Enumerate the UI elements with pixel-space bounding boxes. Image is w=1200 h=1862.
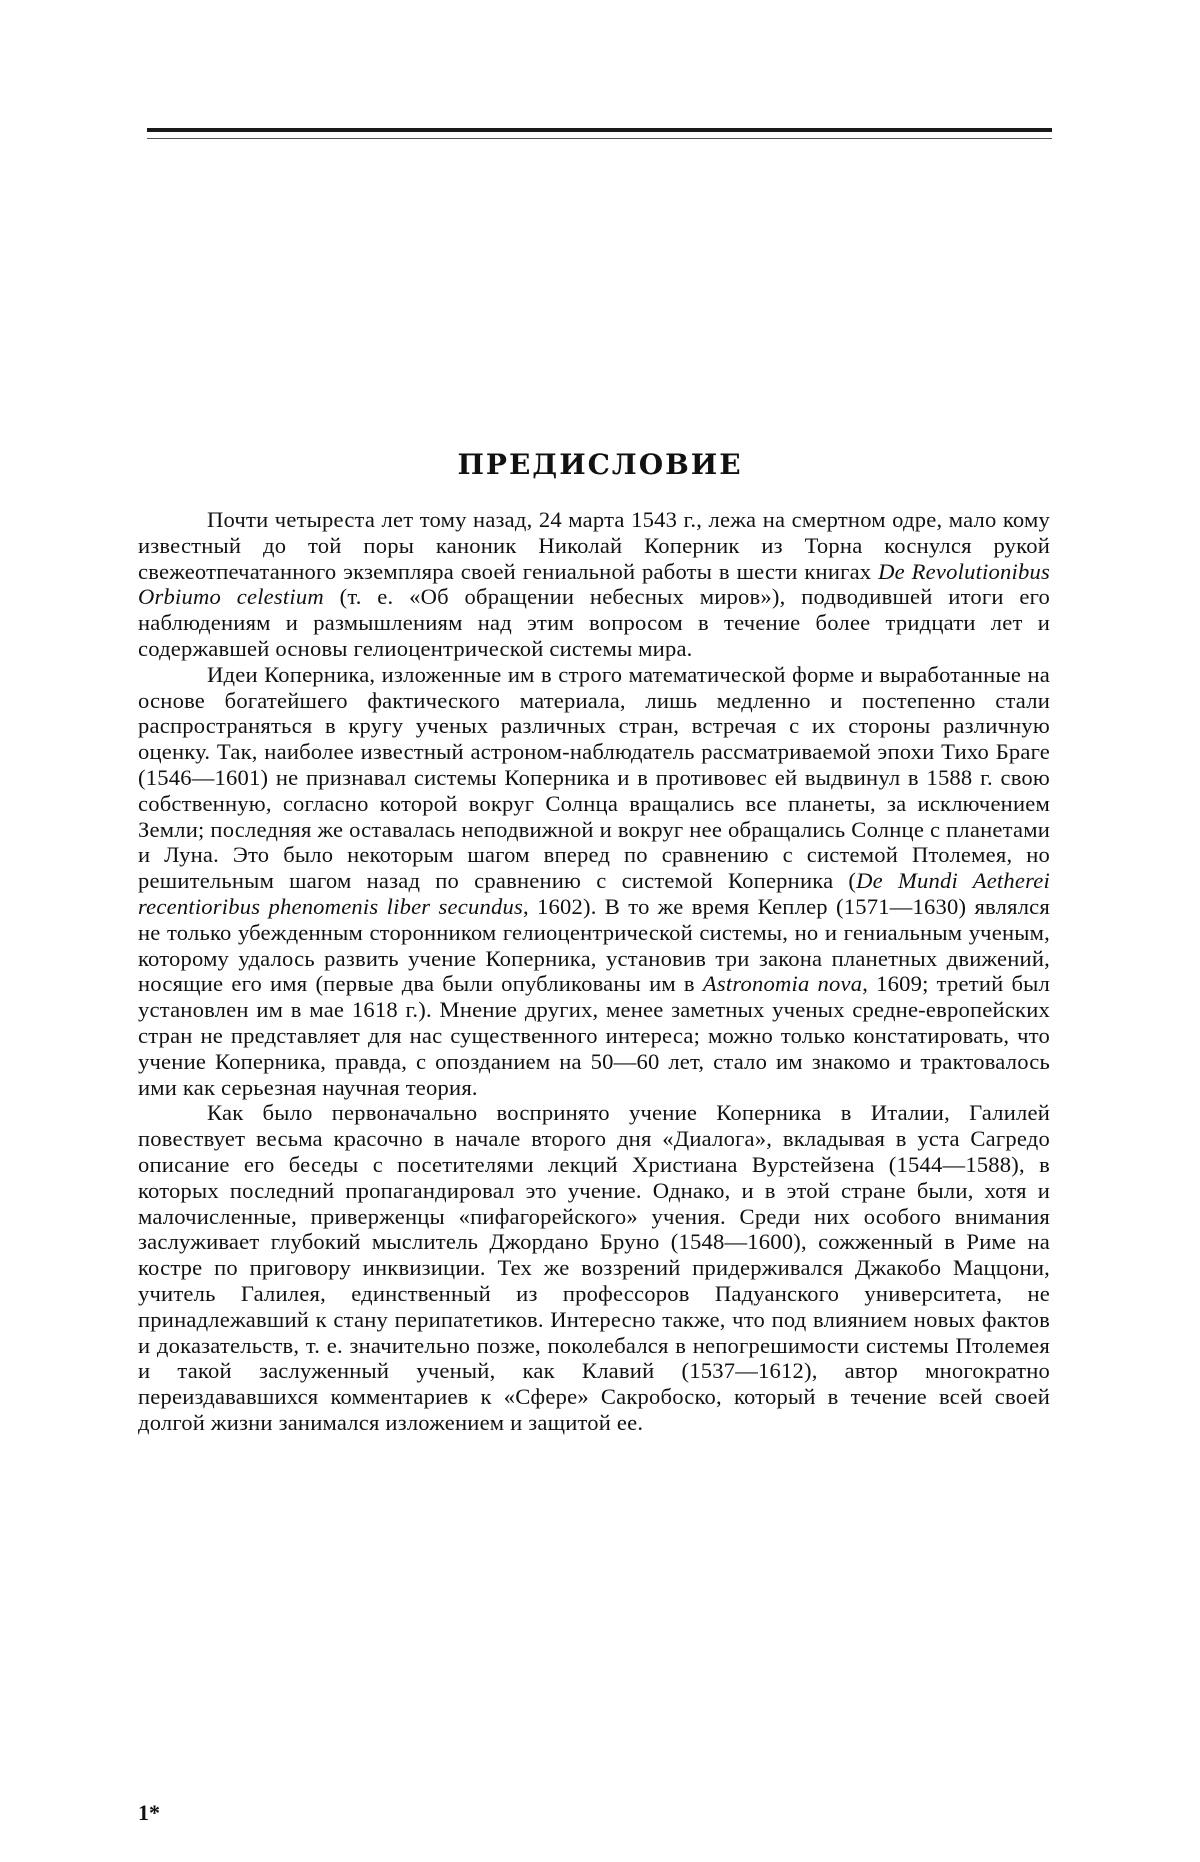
page-title: ПРЕДИСЛОВИЕ	[0, 448, 1200, 481]
latin-title-astronomia-nova: Astronomia nova	[703, 971, 862, 996]
latin-title-revolutionibus: De Revolutionibus Orbiumo celestium	[138, 559, 1050, 610]
paragraph-1	[138, 507, 1050, 662]
signature-mark: 1*	[138, 1800, 160, 1826]
body-text	[138, 507, 1050, 1436]
top-rule	[147, 128, 1052, 132]
top-rule-thin	[147, 138, 1052, 139]
paragraph-3	[138, 1100, 1050, 1435]
paragraph-3-run: Как было первоначально воспринято учение Коперника в Италии, Галилей повествует весьма красочно в начале второго дня «Диалога», вкладывая в уста Сагредо описание его беседы с посетителями лекций Христиана Вурстейзена (1544—1588), в которых последний пропагандировал это учение. Однако, и в этой стране были, хотя и малочисленные, приверженцы «пифагорейского» учения. Среди них особого внимания заслуживает глубокий мыслитель Джордано Бруно (1548—1600), сожженный в Риме на костре по приговору инквизиции. Тех же воззрений придерживался Джакобо Маццони, учитель Галилея, единственный из профессоров Падуанского университета, не принадлежавший к стану перипатетиков. Интересно также, что под влиянием новых фактов и доказательств, т. е. значительно позже, поколебался в непогрешимости системы Птолемея и такой заслуженный ученый, как Клавий (1537—1612), автор многократно переиздававшихся комментариев к «Сфере» Сакробоско, который в течение всей своей долгой жизни занимался изложением и защитой ее.	[138, 1100, 1050, 1435]
paragraph-1-run: Почти четыреста лет тому назад, 24 марта 1543 г., лежа на смертном одре, мало кому известный до той поры каноник Николай Коперник из Торна коснулся рукой свежеотпечатанного экземпляра своей гениальной работы в шести книгах	[138, 507, 1050, 584]
paragraph-2-run: Идеи Коперника, изложенные им в строго математической форме и выработанные на основе богатейшего фактического материала, лишь медленно и постепенно стали распространяться в кругу ученых различных стран, встречая с их стороны различную оценку. Так, наиболее известный астроном-наблюдатель рассматриваемой эпохи Тихо Браге (1546—1601) не признавал системы Коперника и в противовес ей выдвинул в 1588 г. свою собственную, согласно которой вокруг Солнца вращались все планеты, за исключением Земли; последняя же оставалась неподвижной и вокруг нее обращались Солнце с планетами и Луна. Это было некоторым шагом вперед по сравнению с системой Птолемея, но решительным шагом назад по сравнению с системой Коперника (	[138, 662, 1050, 893]
paragraph-1-run: (т. е. «Об обращении небесных миров»), подводившей итоги его наблюдениям и размышлениям над этим вопросом в течение более тридцати лет и содержавшей основы гелиоцентрической системы мира.	[138, 584, 1050, 661]
paragraph-2	[138, 662, 1050, 1101]
latin-title-de-mundi: De Mundi Aetherei recentioribus phenomenis liber secundus	[138, 868, 1050, 919]
paragraph-2-run: , 1609; третий был установлен им в мае 1618 г.). Мнение других, менее заметных ученых средне-европейских стран не представляет для нас существенного интереса; можно только констатировать, что учение Коперника, правда, с опозданием на 50—60 лет, стало им знакомо и трактовалось ими как серьезная научная теория.	[138, 971, 1050, 1099]
paragraph-2-run: , 1602). В то же время Кеплер (1571—1630) являлся не только убежденным сторонником гелиоцентрической системы, но и гениальным ученым, которому удалось развить учение Коперника, установив три закона планетных движений, носящие его имя (первые два были опубликованы им в	[138, 894, 1050, 996]
